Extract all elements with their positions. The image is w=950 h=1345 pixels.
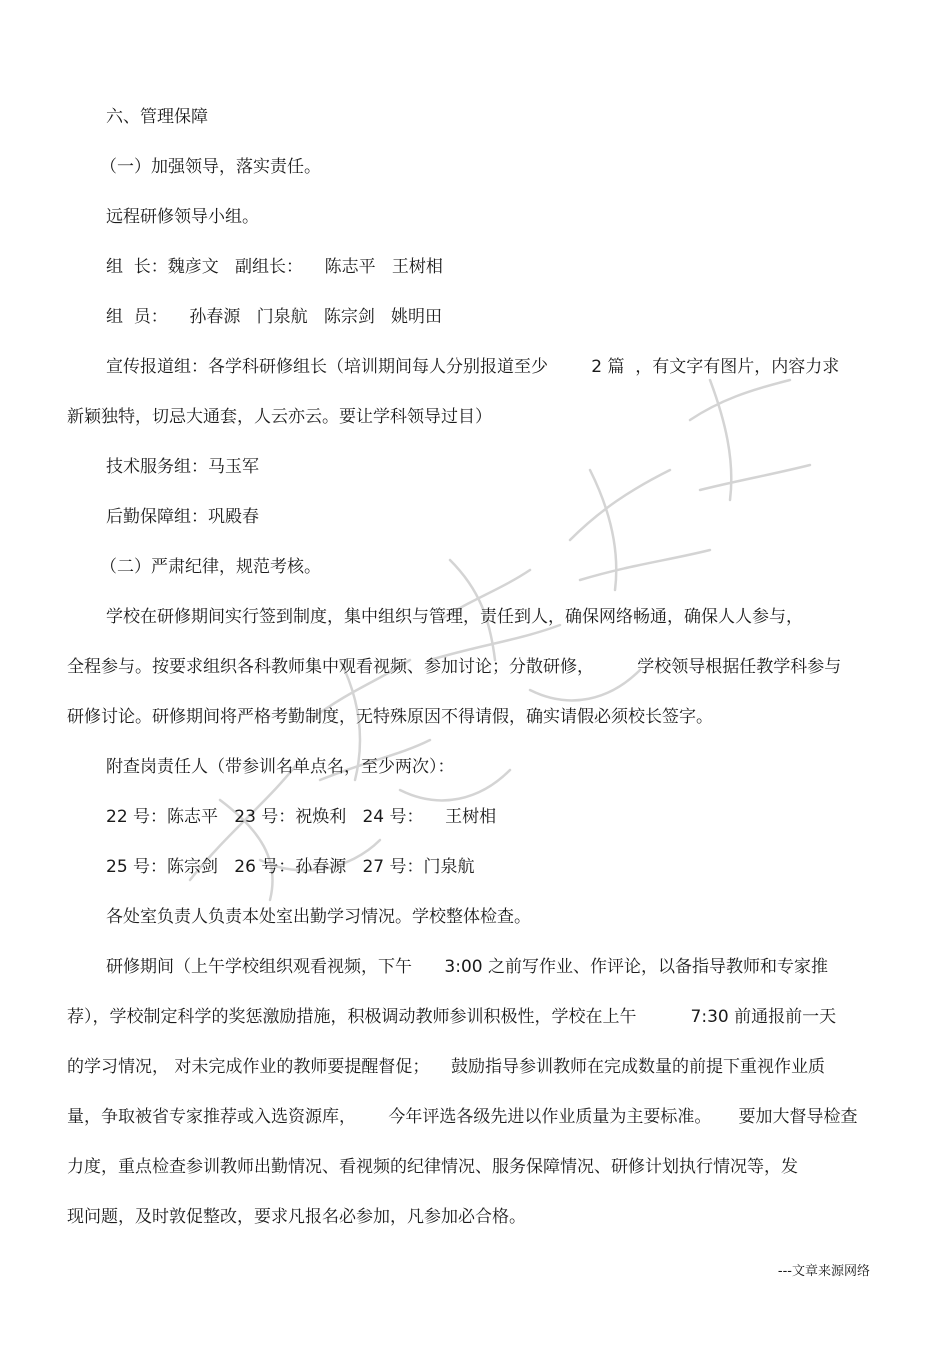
paragraph-line: 附查岗责任人（带参训名单点名，至少两次）：: [106, 757, 455, 777]
paragraph-line: 22 号：陈志平 23 号：祝焕利 24 号： 王树相: [106, 807, 497, 827]
paragraph-line: 学校在研修期间实行签到制度，集中组织与管理，责任到人，确保网络畅通，确保人人参与，: [106, 607, 803, 627]
paragraph-line: 后勤保障组：巩殿春: [106, 507, 259, 527]
paragraph-line: 远程研修领导小组。: [106, 207, 259, 227]
paragraph-line: 研修讨论。研修期间将严格考勤制度，无特殊原因不得请假，确实请假必须校长签字。: [67, 707, 713, 727]
paragraph-line: 荐），学校制定科学的奖惩激励措施，积极调动教师参训积极性，学校在上午 7:30 前通报前一天: [67, 1007, 837, 1027]
paragraph-line: 全程参与。按要求组织各科教师集中观看视频、参加讨论；分散研修， 学校领导根据任教学科参与: [67, 657, 842, 677]
paragraph-line: 研修期间（上午学校组织观看视频，下午 3:00 之前写作业、作评论，以备指导教师和专家推: [106, 957, 829, 977]
paragraph-line: 的学习情况， 对未完成作业的教师要提醒督促； 鼓励指导参训教师在完成数量的前提下重视作业质: [67, 1057, 826, 1077]
paragraph-line: 力度，重点检查参训教师出勤情况、看视频的纪律情况、服务保障情况、研修计划执行情况等，发: [67, 1157, 798, 1177]
paragraph-line: 组 长：魏彦文 副组长： 陈志平 王树相: [106, 257, 443, 277]
paragraph-line: 技术服务组：马玉军: [106, 457, 259, 477]
subsection-heading: （一）加强领导，落实责任。: [100, 157, 321, 177]
source-note: ---文章来源网络: [777, 1264, 870, 1279]
section-heading: 六、管理保障: [106, 107, 208, 127]
watermark-calligraphy-icon: [150, 360, 830, 920]
paragraph-line: 新颖独特，切忌大通套，人云亦云。要让学科领导过目）: [67, 407, 492, 427]
subsection-heading: （二）严肃纪律，规范考核。: [100, 557, 321, 577]
paragraph-line: 25 号：陈宗剑 26 号：孙春源 27 号：门泉航: [106, 857, 475, 877]
paragraph-line: 组 员： 孙春源 门泉航 陈宗剑 姚明田: [106, 307, 443, 327]
paragraph-line: 量，争取被省专家推荐或入选资源库， 今年评选各级先进以作业质量为主要标准。 要加大督导检查: [67, 1107, 858, 1127]
paragraph-line: 宣传报道组：各学科研修组长（培训期间每人分别报道至少 2 篇 ，有文字有图片，内容力求: [106, 357, 840, 377]
paragraph-line: 各处室负责人负责本处室出勤学习情况。学校整体检查。: [106, 907, 531, 927]
paragraph-line: 现问题，及时敦促整改，要求凡报名必参加，凡参加必合格。: [67, 1207, 526, 1227]
